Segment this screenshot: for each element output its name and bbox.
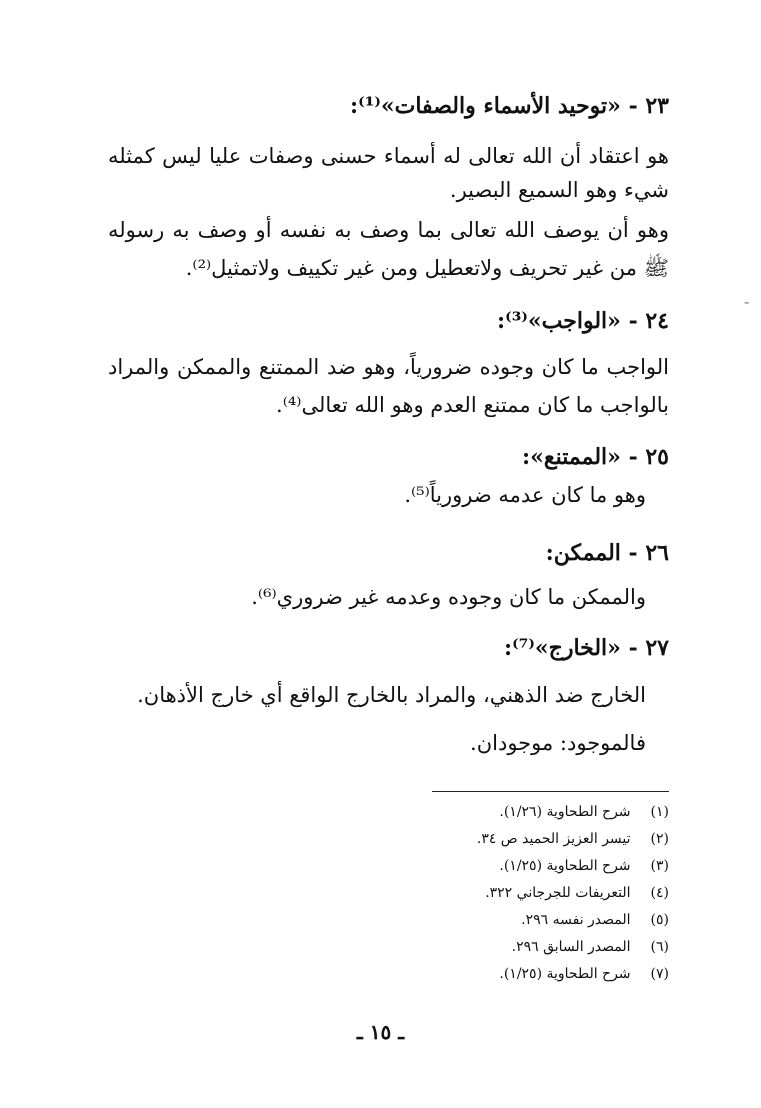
footnote-number: (٢)	[650, 831, 669, 847]
page-number: ـ ١٥ ـ	[356, 1020, 405, 1044]
heading-26: ٢٦ - الممكن:	[545, 540, 669, 566]
footnote	[499, 802, 669, 822]
footnote-text: التعريفات للجرجاني ٣٢٢.	[485, 885, 631, 901]
heading-23: ٢٣ - «توحيد الأسماء والصفات»⁽¹⁾:	[350, 93, 669, 119]
text-line: الخارج ضد الذهني، والمراد بالخارج الواقع أي خارج الأذهان.	[137, 683, 646, 707]
footnote-separator	[432, 791, 669, 792]
footnote-text: شرح الطحاوية (١/٢٥).	[499, 966, 631, 982]
footnote-text: المصدر السابق ٢٩٦.	[511, 939, 631, 955]
footnote-text: تيسر العزيز الحميد ص ٣٤.	[476, 831, 631, 847]
text-line: فالموجود: موجودان.	[470, 731, 646, 755]
text-line: الواجب ما كان وجوده ضرورياً، وهو ضد الممتنع والممكن والمراد	[108, 355, 669, 379]
footnote-number: (٧)	[650, 966, 669, 982]
footnote	[499, 964, 669, 984]
footnote	[512, 937, 669, 957]
footnote-number: (٤)	[650, 885, 669, 901]
text-line: هو اعتقاد أن الله تعالى له أسماء حسنى وصفات عليا ليس كمثله	[108, 144, 669, 168]
footnote-number: (١)	[650, 804, 669, 820]
text-line: ﷺ من غير تحريف ولاتعطيل ومن غير تكييف ولاتمثيل⁽²⁾.	[185, 256, 669, 280]
text-line: بالواجب ما كان ممتنع العدم وهو الله تعالى⁽⁴⁾.	[276, 393, 669, 417]
footnote-text: شرح الطحاوية (١/٢٥).	[499, 858, 631, 874]
footnote-number: (٦)	[650, 939, 669, 955]
text-line: وهو ما كان عدمه ضرورياً⁽⁵⁾.	[404, 483, 646, 507]
footnote	[485, 883, 669, 903]
footnote	[499, 856, 669, 876]
text-line: والممكن ما كان وجوده وعدمه غير ضروري⁽⁶⁾.	[251, 585, 646, 609]
heading-27: ٢٧ - «الخارج»⁽⁷⁾:	[503, 635, 669, 661]
footnote-text: شرح الطحاوية (١/٢٦).	[499, 804, 631, 820]
margin-mark: -	[744, 292, 750, 311]
text-line: وهو أن يوصف الله تعالى بما وصف به نفسه أو وصف به رسوله	[108, 218, 669, 242]
footnote-number: (٥)	[650, 912, 669, 928]
footnote	[477, 829, 669, 849]
heading-24: ٢٤ - «الواجب»⁽³⁾:	[497, 308, 669, 334]
heading-25: ٢٥ - «الممتنع»:	[522, 444, 669, 470]
footnote-number: (٣)	[650, 858, 669, 874]
footnote	[521, 910, 669, 930]
footnote-text: المصدر نفسه ٢٩٦.	[521, 912, 631, 928]
text-line: شيء وهو السميع البصير.	[449, 178, 669, 202]
